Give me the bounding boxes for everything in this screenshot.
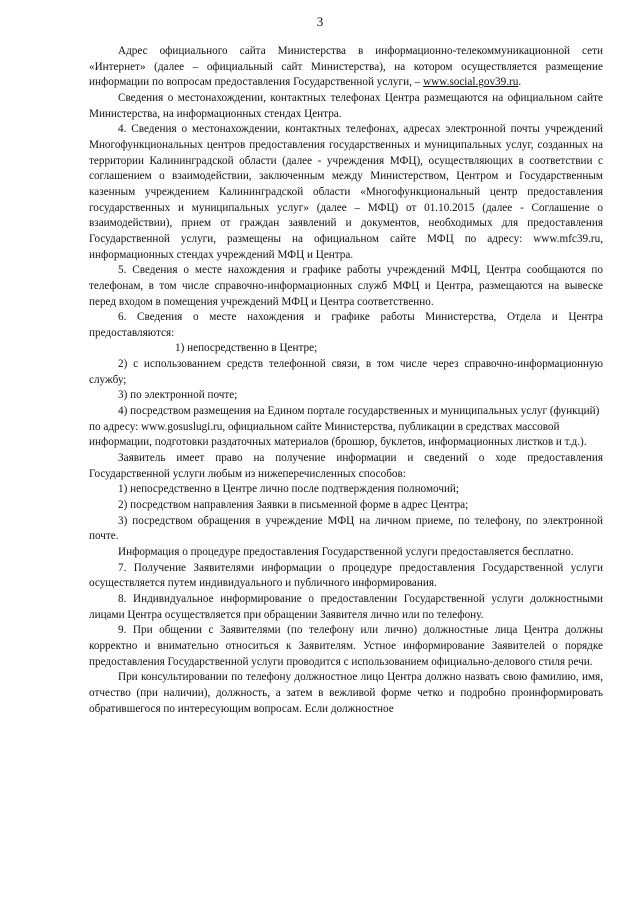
- paragraph-text: 4) посредством размещения на Едином портале государственных и муниципальных услуг (функций) по адресу: www.gosuslugi.ru, официальном сайте Министерства, публикации в средствах массовой информации, подготовки раздаточных материалов (брошюр, буклетов, информационных листков и т.д.).: [89, 405, 600, 449]
- paragraph-text: 3) посредством обращения в учреждение МФЦ на личном приеме, по телефону, по электронной почте.: [89, 514, 603, 543]
- paragraph-text: 6. Сведения о месте нахождения и графике работы Министерства, Отдела и Центра предоставляются:: [89, 311, 603, 339]
- paragraph: [89, 545, 603, 561]
- paragraph: [89, 623, 603, 670]
- paragraph: [89, 122, 603, 263]
- paragraph: [89, 91, 603, 122]
- paragraph-text: 5. Сведения о месте нахождения и графике работы учреждений МФЦ, Центра сообщаются по телефонам, в том числе справочно-информационных служб МФЦ и Центра, размещаются на вывеске перед входом в помещения учреждений МФЦ и Центра соответственно.: [89, 264, 603, 308]
- paragraph-text: 2) посредством направления Заявки в письменной форме в адрес Центра;: [118, 499, 469, 512]
- paragraph: [89, 388, 603, 404]
- paragraph: [89, 592, 603, 623]
- paragraph-text: 2) с использованием средств телефонной связи, в том числе через справочно-информационную службу;: [89, 358, 603, 386]
- paragraph: [89, 451, 603, 482]
- paragraph: [89, 482, 603, 498]
- paragraph: [89, 514, 603, 545]
- paragraph-text: 7. Получение Заявителями информации о процедуре предоставления Государственной услуги осуществляется путем индивидуального и публичного информирования.: [89, 561, 603, 590]
- paragraph-text: 1) непосредственно в Центре;: [175, 342, 318, 355]
- paragraph-text: Заявитель имеет право на получение информации и сведений о ходе предоставления Государственной услуги любым из нижеперечисленных способов:: [89, 452, 603, 480]
- paragraph: [89, 263, 603, 310]
- paragraph-text: 4. Сведения о местонахождении, контактных телефонах, адресах электронной почты учреждений Многофункциональных центров предоставления государственных и муниципальных услуг, созданных на территории Калининградской области (далее - учреждения МФЦ), осуществляющих в соответствии с соглашением о взаимодействии, заключенным между Министерством, Центром и Государственным казенным учреждением Калининградской области «Многофункциональный центр предоставления государственных и муниципальных услуг» (далее – МФЦ) от 01.10.2015 (далее - Соглашение о взаимодействии), прием от граждан заявлений и документов, необходимых для предоставления Государственной услуги, размещены на официальном сайте МФЦ по адресу: www.mfc39.ru, информационных стендах учреждений МФЦ и Центра.: [89, 123, 603, 261]
- paragraph-text: Информация о процедуре предоставления Государственной услуги предоставляется бесплатно.: [118, 546, 574, 558]
- paragraph-text: 3) по электронной почте;: [118, 389, 238, 402]
- paragraph: [89, 341, 603, 357]
- website-link[interactable]: www.social.gov39.ru: [423, 76, 519, 89]
- paragraph: [89, 561, 603, 592]
- paragraph-text: 8. Индивидуальное информирование о предоставлении Государственной услуги должностными лицами Центра осуществляется при обращении Заявителя лично или по телефону.: [89, 592, 603, 621]
- paragraph-text: Сведения о местонахождении, контактных телефонах Центра размещаются на официальном сайте Министерства, на информационных стендах Центра.: [89, 91, 603, 120]
- paragraph: [89, 404, 603, 451]
- paragraph: [89, 310, 603, 341]
- paragraph: [89, 670, 603, 717]
- paragraph-text: 1) непосредственно в Центре лично после подтверждения полномочий;: [118, 483, 460, 496]
- paragraph: [89, 44, 603, 91]
- paragraph-text: Адрес официального сайта Министерства в информационно-телекоммуникационной сети «Интернет» (далее – официальный сайт Министерства), на котором осуществляется размещение информации по вопросам предоставления Государственной услуги, –: [89, 45, 603, 89]
- document-body: [89, 44, 603, 717]
- paragraph-tail: .: [518, 76, 522, 89]
- paragraph: [89, 498, 603, 514]
- page-number: 3: [316, 14, 324, 29]
- paragraph-text: При консультировании по телефону должностное лицо Центра должно назвать свою фамилию, имя, отчество (при наличии), должность, а затем в вежливой форме четко и подробно проинформировать обратившегося по интересующим вопросам. Если должностное: [89, 671, 603, 715]
- paragraph: [89, 357, 603, 388]
- paragraph-text: 9. При общении с Заявителями (по телефону или лично) должностные лица Центра должны корректно и внимательно относиться к Заявителям. Устное информирование Заявителей о порядке предоставления Государственной услуги проводится с использованием официально-делового стиля речи.: [89, 624, 603, 668]
